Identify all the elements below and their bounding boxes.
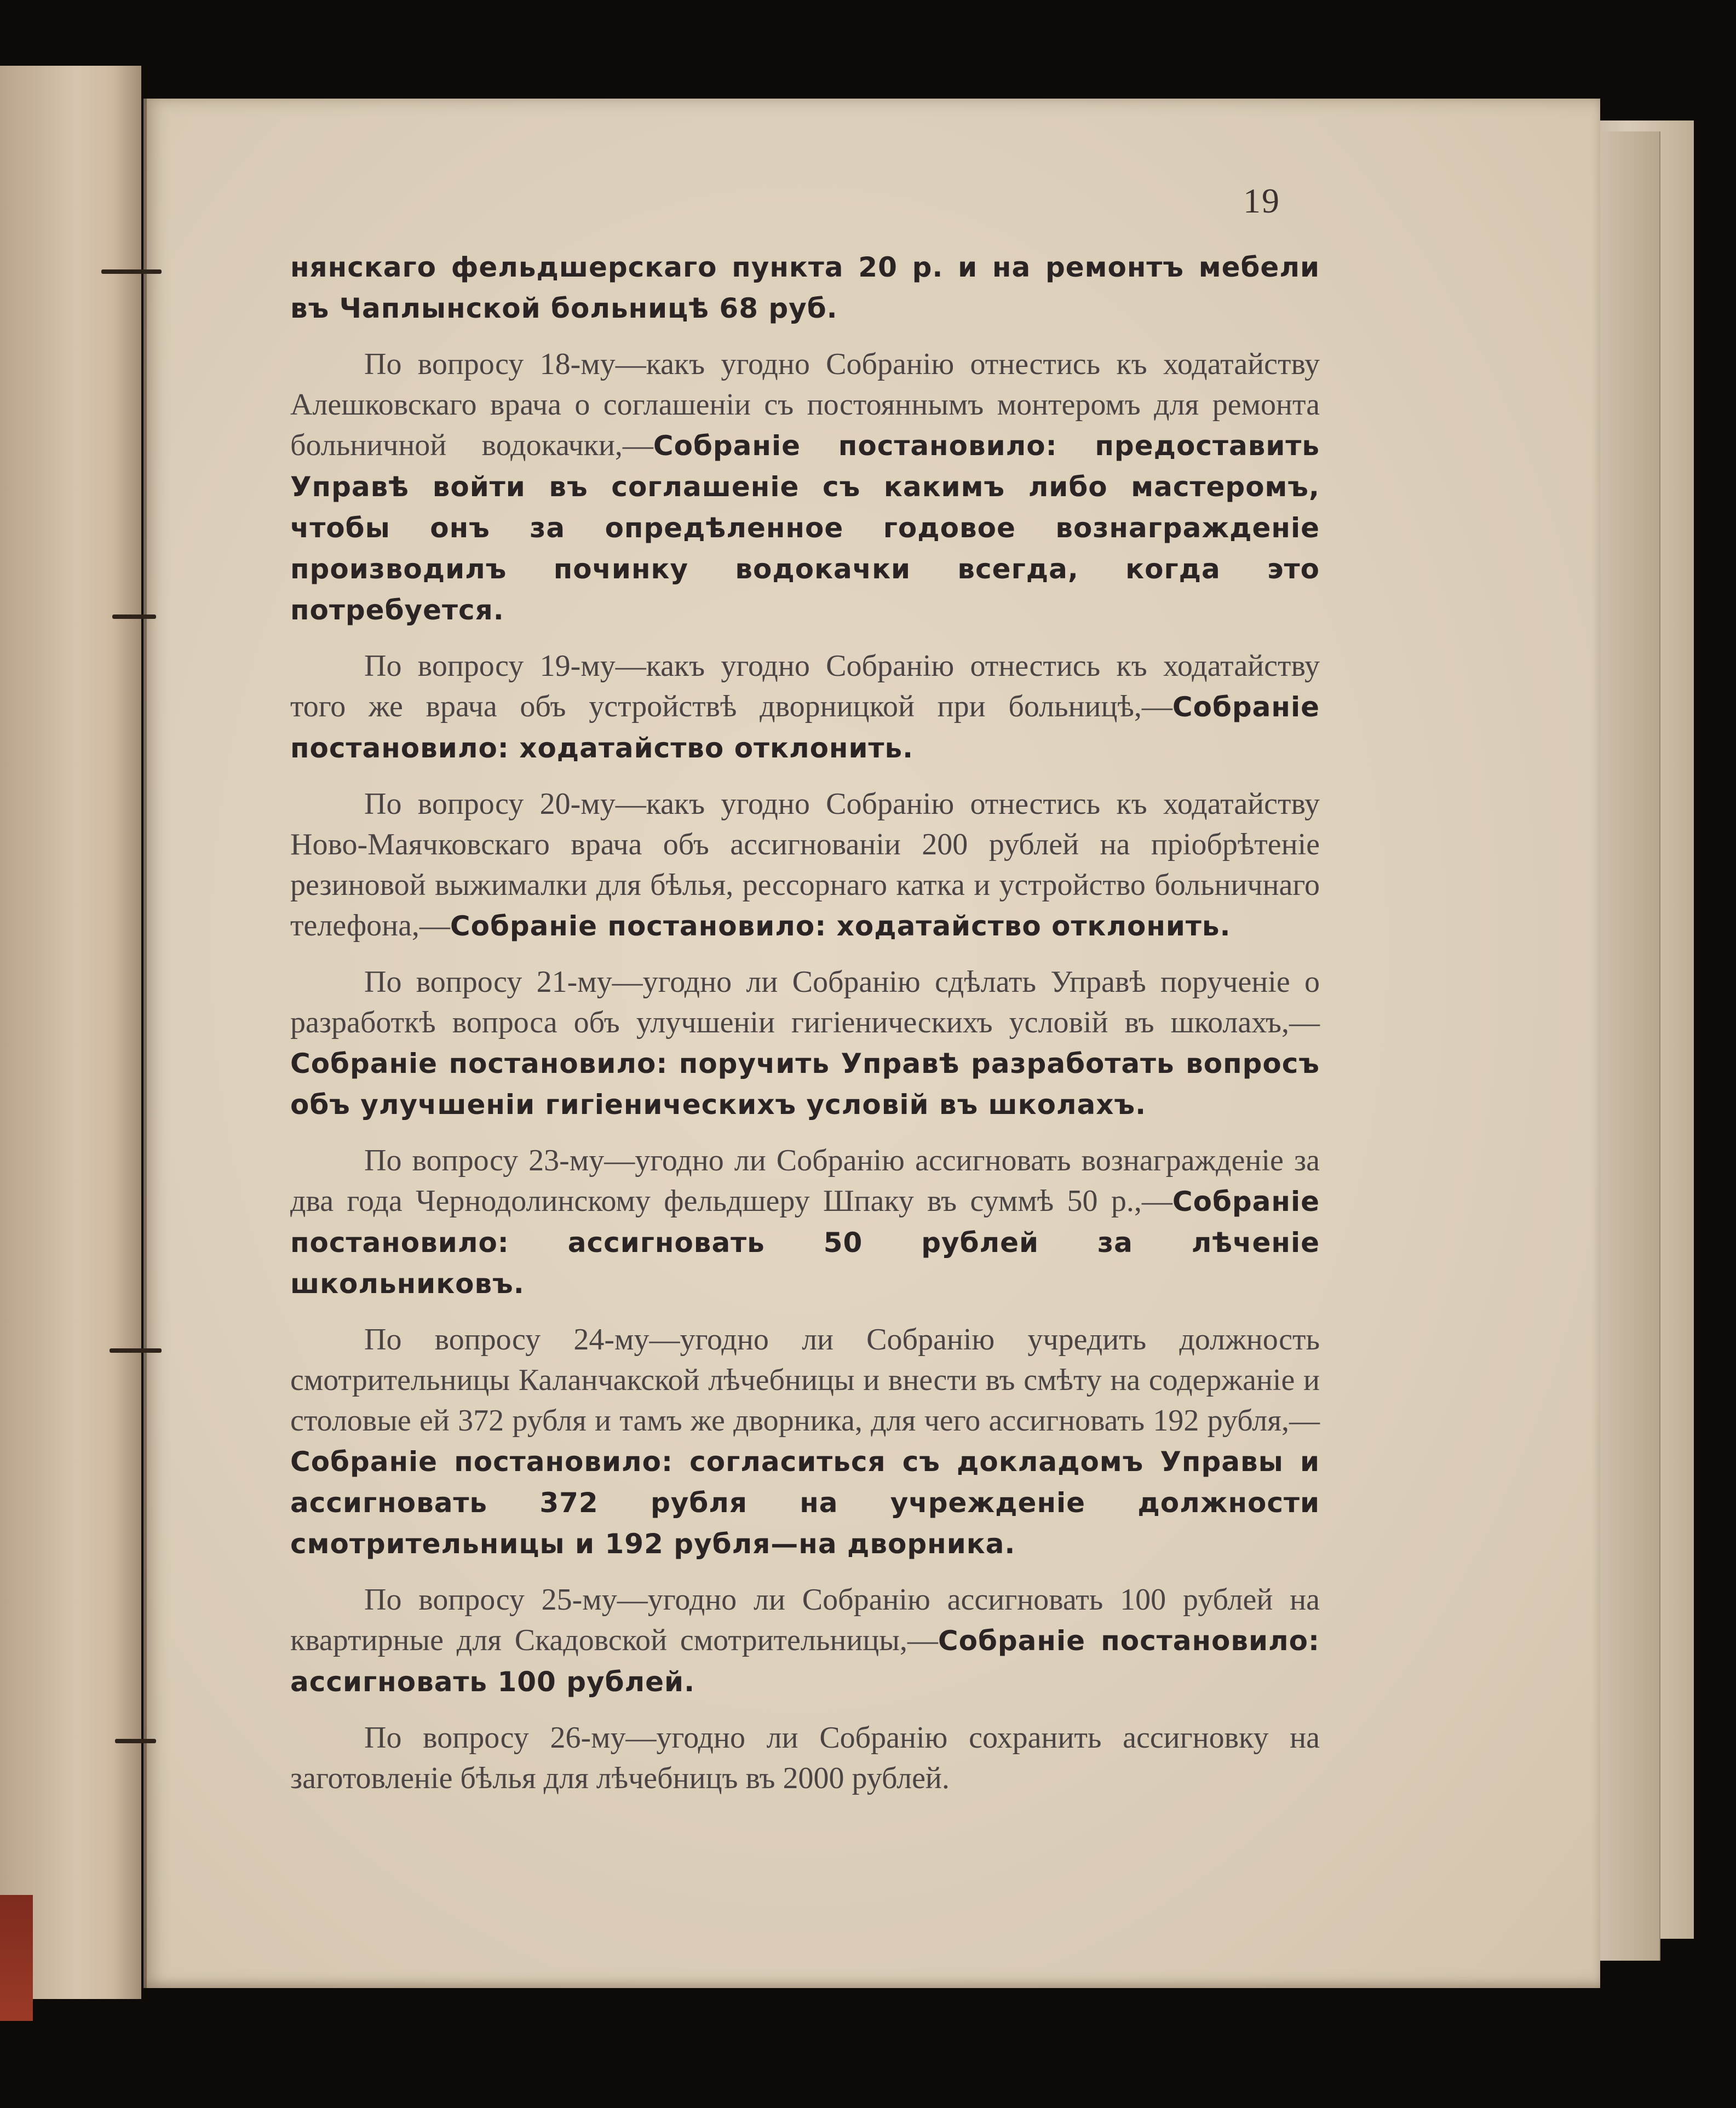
paragraph-resolution: Собраніе постановило: ассигновать 100 рублей. [290, 1625, 1320, 1698]
paragraph [290, 1319, 1320, 1564]
paragraph [290, 246, 1320, 329]
paragraph-text: По вопросу 25-му—угодно ли Собранію ассигновать 100 рублей на квартирные для Скадовской смотрительницы,— [290, 1583, 1320, 1657]
paragraph-resolution: Собраніе постановило: ходатайство отклонить. [450, 910, 1231, 942]
paragraph [290, 784, 1320, 946]
paragraph-text: По вопросу 19-му—какъ угодно Собранію отнестись къ ходатайству того же врача объ устройствѣ дворницкой при больницѣ,— [290, 649, 1320, 723]
binding-stitch [115, 1739, 156, 1743]
paragraph [290, 962, 1320, 1125]
binding-stitch [110, 1348, 162, 1353]
paragraph-text: По вопросу 20-му—какъ угодно Собранію отнестись къ ходатайству Ново-Маячковскаго врача объ ассигнованіи 200 рублей на пріобрѣтеніе резиновой выжималки для бѣлья, рессорнаго катка и устройство больничнаго телефона,— [290, 787, 1320, 943]
underlying-pages-edge [1599, 131, 1660, 1961]
paragraph [290, 646, 1320, 768]
page-number: 19 [1243, 181, 1280, 220]
paragraph-resolution: Собраніе постановило: согласиться съ докладомъ Управы и ассигновать 372 рубля на учрежденіе должности смотрительницы и 192 рубля—на дворника. [290, 1446, 1320, 1560]
page-text [290, 246, 1320, 1814]
binding-thread [143, 99, 147, 1988]
paragraph-resolution: нянскаго фельдшерскаго пункта 20 р. и на ремонтъ мебели въ Чаплынской больницѣ 68 руб. [290, 251, 1320, 324]
paragraph [290, 1579, 1320, 1702]
paragraph-resolution: Собраніе постановило: ходатайство отклонить. [290, 691, 1320, 764]
paragraph-text: По вопросу 26-му—угодно ли Собранію сохранить ассигновку на заготовленіе бѣлья для лѣчебницъ въ 2000 рублей. [290, 1721, 1320, 1795]
book-spine [0, 1895, 33, 2021]
paragraph-text: По вопросу 18-му—какъ угодно Собранію отнестись къ ходатайству Алешковскаго врача о соглашеніи съ постояннымъ монтеромъ для ремонта больничной водокачки,— [290, 347, 1320, 462]
paragraph-resolution: Собраніе постановило: поручить Управѣ разработать вопросъ объ улучшеніи гигіеническихъ условій въ школахъ. [290, 1048, 1320, 1121]
paragraph [290, 344, 1320, 630]
paragraph [290, 1718, 1320, 1799]
paragraph [290, 1140, 1320, 1304]
paragraph-text: По вопросу 23-му—угодно ли Собранію ассигновать вознагражденіе за два года Чернодолинскому фельдшеру Шпаку въ суммѣ 50 р.,— [290, 1144, 1320, 1218]
paragraph-resolution: Собраніе постановило: предоставить Управѣ войти въ соглашеніе съ какимъ либо мастеромъ, чтобы онъ за опредѣленное годовое вознагражденіе производилъ починку водокачки всегда, когда это потребуется. [290, 430, 1320, 626]
previous-page-edge [0, 66, 141, 1999]
paragraph-resolution: Собраніе постановило: ассигновать 50 рублей за лѣченіе школьниковъ. [290, 1186, 1320, 1300]
binding-stitch [112, 614, 156, 619]
paragraph-text: По вопросу 24-му—угодно ли Собранію учредить должность смотрительницы Каланчакской лѣчебницы и внести въ смѣту на содержаніе и столовые ей 372 рубля и тамъ же дворника, для чего ассигновать 192 рубля,— [290, 1323, 1320, 1438]
binding-stitch [101, 269, 162, 274]
paragraph-text: По вопросу 21-му—угодно ли Собранію сдѣлать Управѣ порученіе о разработкѣ вопроса объ улучшеніи гигіеническихъ условій въ школахъ,— [290, 965, 1320, 1039]
